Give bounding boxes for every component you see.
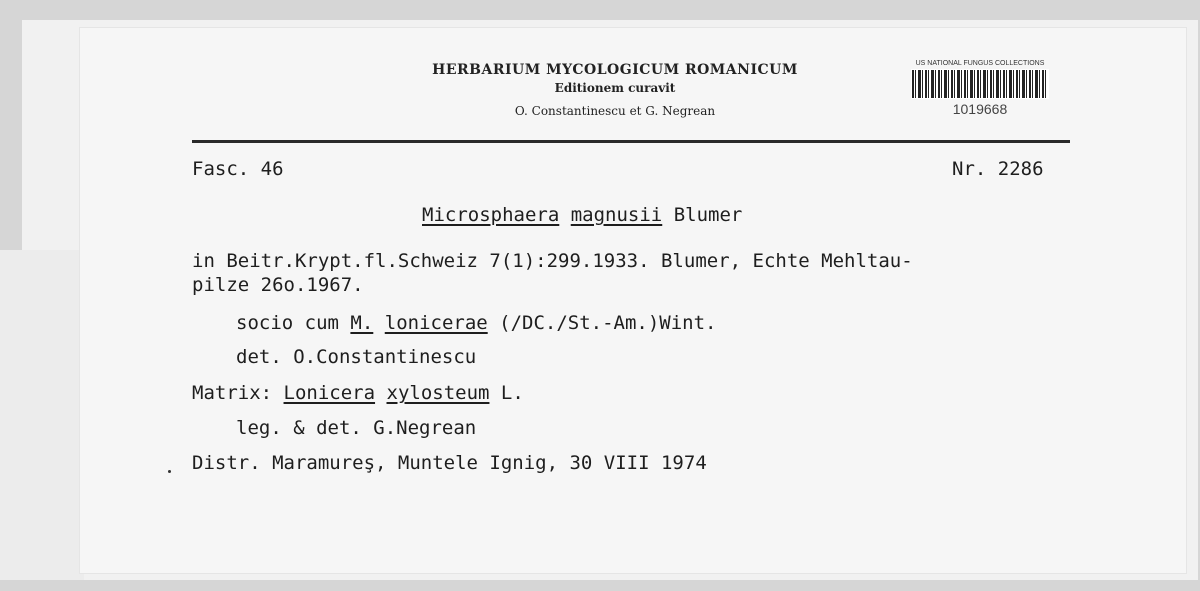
herbarium-title: HERBARIUM MYCOLOGICUM ROMANICUM xyxy=(432,62,798,78)
socio-author: (/DC./St.-Am.)Wint. xyxy=(499,312,717,334)
collector-line: leg. & det. G.Negrean xyxy=(236,417,477,439)
matrix-author: L. xyxy=(500,382,524,404)
taxon-epithet: magnusii xyxy=(570,204,663,226)
sheet-edge xyxy=(0,250,84,580)
taxon-name xyxy=(422,204,742,226)
label-header xyxy=(415,62,815,118)
header-divider xyxy=(192,140,1070,143)
matrix-epithet: xylosteum xyxy=(386,382,490,404)
taxon-author: Blumer xyxy=(673,204,743,226)
stray-dot xyxy=(168,470,171,473)
socio-epithet: lonicerae xyxy=(384,312,488,334)
matrix-genus: Lonicera xyxy=(283,382,376,404)
editors-names: O. Constantinescu et G. Negrean xyxy=(514,104,716,118)
socio-line xyxy=(236,312,717,334)
barcode-number: 1019668 xyxy=(952,101,1008,117)
matrix-prefix: Matrix: xyxy=(192,382,273,404)
socio-prefix: socio cum xyxy=(236,312,339,334)
reference-line-2: pilze 26o.1967. xyxy=(192,274,364,296)
taxon-genus: Microsphaera xyxy=(422,204,560,226)
determiner-line: det. O.Constantinescu xyxy=(236,346,477,368)
locality-line: Distr. Maramureş, Muntele Ignig, 30 VIII 1974 xyxy=(192,452,707,474)
specimen-number: Nr. 2286 xyxy=(952,158,1044,180)
barcode-bars-icon xyxy=(911,69,1049,99)
barcode xyxy=(906,60,1054,117)
fascicle-number: Fasc. 46 xyxy=(192,158,284,180)
editor-line: Editionem curavit xyxy=(554,81,676,95)
reference-line-1: in Beitr.Krypt.fl.Schweiz 7(1):299.1933. Blumer, Echte Mehltau- xyxy=(192,250,913,272)
barcode-caption: US NATIONAL FUNGUS COLLECTIONS xyxy=(915,60,1045,67)
socio-genus: M. xyxy=(350,312,374,334)
matrix-line xyxy=(192,382,524,404)
